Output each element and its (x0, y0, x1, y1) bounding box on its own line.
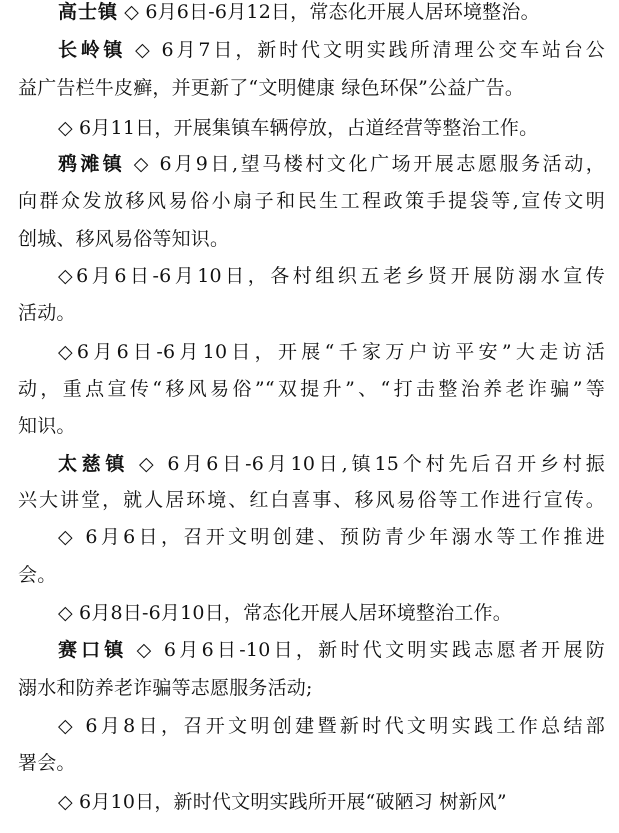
paragraph-line (0, 670, 619, 707)
town-name: 高士镇 (58, 1, 119, 23)
paragraph-text: ◇ 6月6日-6月12日，常态化开展人居环境整治。 (124, 1, 540, 23)
town-name: 赛口镇 (58, 639, 128, 661)
paragraph-line (0, 221, 619, 258)
paragraph-text: ◇6月6日-6月10日，开展“千家万户访平安”大走访活 (58, 341, 605, 363)
paragraph-line (0, 146, 619, 183)
paragraph-text: 益广告栏牛皮癣，并更新了“文明健康 绿色环保”公益广告。 (18, 77, 525, 99)
paragraph-line (0, 110, 619, 147)
paragraph-line (0, 708, 619, 745)
paragraph-text: 知识。 (18, 415, 76, 437)
paragraph-line (0, 519, 619, 556)
paragraph-line (0, 745, 619, 782)
paragraph-text: ◇ 6月8日-6月10日，常态化开展人居环境整治工作。 (58, 602, 512, 624)
paragraph-line (0, 595, 619, 632)
paragraph-text: ◇ 6月8日，召开文明创建暨新时代文明实践工作总结部 (58, 715, 605, 737)
paragraph-text: 兴大讲堂，就人居环境、红白喜事、移风易俗等工作进行宣传。 (18, 489, 605, 511)
paragraph-text: 活动。 (18, 302, 76, 324)
paragraph-line (0, 258, 619, 295)
paragraph-text: ◇ 6月10日，新时代文明实践所开展“破陋习 树新风” (58, 791, 507, 813)
paragraph-line (0, 70, 619, 107)
paragraph-line (0, 784, 619, 821)
paragraph-text: ◇6月6日-6月10日，各村组织五老乡贤开展防溺水宣传 (58, 265, 605, 287)
paragraph-line (0, 295, 619, 332)
paragraph-line (0, 0, 619, 31)
paragraph-line (0, 446, 619, 483)
town-name: 长岭镇 (58, 39, 127, 61)
paragraph-text: ◇ 6月9日,望马楼村文化广场开展志愿服务活动， (133, 153, 605, 175)
paragraph-text: 署会。 (18, 752, 76, 774)
paragraph-line (0, 32, 619, 69)
paragraph-line (0, 408, 619, 445)
paragraph-line (0, 371, 619, 408)
paragraph-text: ◇ 6月11日，开展集镇车辆停放，占道经营等整治工作。 (58, 117, 539, 139)
paragraph-text: 溺水和防养老诈骗等志愿服务活动; (18, 677, 313, 699)
paragraph-text: 会。 (18, 564, 57, 586)
paragraph-line (0, 334, 619, 371)
paragraph-line (0, 632, 619, 669)
town-name: 太慈镇 (58, 453, 130, 475)
paragraph-text: 动，重点宣传“移风易俗”“双提升”、“打击整治养老诈骗”等 (18, 378, 605, 400)
paragraph-line (0, 557, 619, 594)
paragraph-line (0, 482, 619, 519)
paragraph-text: 创城、移风易俗等知识。 (18, 228, 230, 250)
paragraph-text: 向群众发放移风易俗小扇子和民生工程政策手提袋等,宣传文明 (18, 190, 605, 212)
paragraph-text: ◇ 6月6日，召开文明创建、预防青少年溺水等工作推进 (58, 526, 605, 548)
paragraph-text: ◇ 6月7日，新时代文明实践所清理公交车站台公 (135, 39, 605, 61)
town-name: 鸦滩镇 (58, 153, 126, 175)
paragraph-text: ◇ 6月6日-6月10日,镇15个村先后召开乡村振 (138, 453, 605, 475)
paragraph-line (0, 183, 619, 220)
paragraph-text: ◇ 6月6日-10日，新时代文明实践志愿者开展防 (136, 639, 605, 661)
